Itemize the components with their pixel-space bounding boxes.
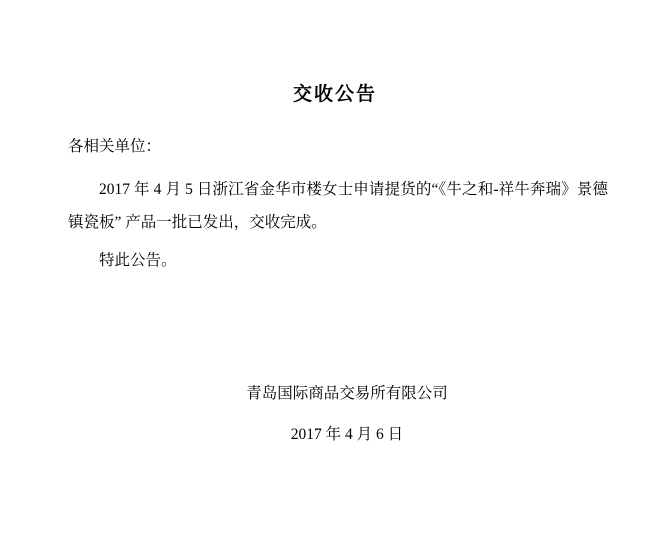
page-title: 交收公告 bbox=[292, 84, 377, 105]
body-paragraph-2: 特此公告。 bbox=[99, 252, 177, 270]
signature-date: 2017 年 4 月 6 日 bbox=[290, 425, 404, 443]
salutation-line: 各相关单位： bbox=[68, 137, 162, 155]
signature-company: 青岛国际商品交易所有限公司 bbox=[246, 385, 448, 402]
signature-block bbox=[0, 382, 670, 448]
body-paragraph-1: 2017 年 4 月 5 日浙江省金华市楼女士申请提货的“《牛之和-祥牛奔瑞》景德镇瓷板” 产品一批已发出，交收完成。 bbox=[68, 181, 608, 231]
